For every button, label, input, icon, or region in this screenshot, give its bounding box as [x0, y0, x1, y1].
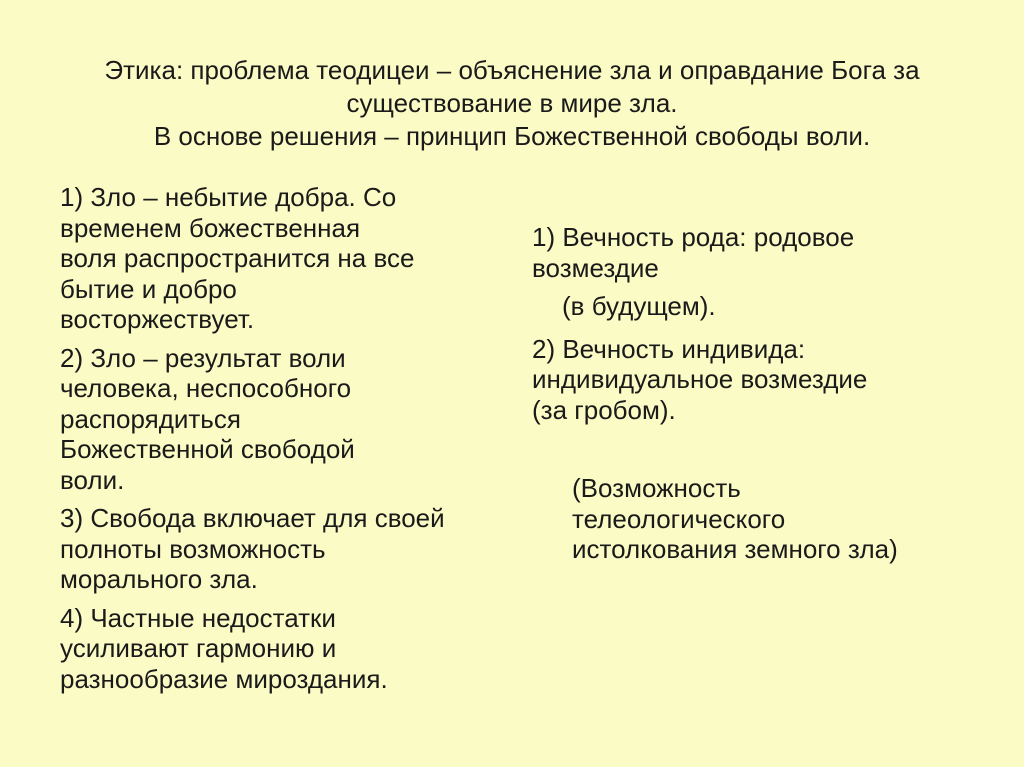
- text-line: 4) Частные недостатки: [60, 602, 336, 633]
- text-line: воли.: [60, 464, 125, 495]
- left-column: [60, 182, 520, 702]
- text-line: Божественной свободой: [60, 434, 355, 464]
- title-line-3: В основе решения – принцип Божественной свободы воли.: [153, 121, 871, 151]
- text-line: 1) Вечность рода: родовое: [532, 222, 855, 252]
- text-line: индивидуальное возмездие: [532, 364, 868, 394]
- left-item-2: [60, 343, 520, 496]
- right-item-1: [532, 222, 992, 283]
- left-item-4: [60, 603, 520, 695]
- text-line: разнообразие мироздания.: [60, 663, 388, 694]
- text-line: временем божественная: [60, 212, 361, 243]
- text-line: человека, неспособного: [60, 373, 352, 403]
- text-line: морального зла.: [60, 564, 258, 594]
- text-line: (за гробом).: [532, 394, 676, 425]
- text-line: распорядиться: [60, 403, 241, 434]
- left-item-1: [60, 182, 520, 335]
- text-line: 2) Зло – результат воли: [60, 342, 346, 373]
- right-note: [532, 473, 992, 565]
- text-line: 1) Зло – небытие добра. Со: [60, 182, 397, 212]
- text-line: 3) Свобода включает для своей: [60, 503, 445, 533]
- right-item-2: [532, 334, 992, 426]
- text-line: усиливают гармонию и: [60, 633, 337, 663]
- text-line: истолкования земного зла): [572, 534, 898, 564]
- left-item-3: [60, 503, 520, 595]
- right-column: [532, 222, 992, 565]
- text-line: (Возможность: [572, 473, 741, 503]
- text-line: телеологического: [572, 503, 786, 534]
- slide-title: [40, 54, 984, 153]
- text-line: возмездие: [532, 252, 659, 283]
- spacer: [532, 433, 992, 473]
- text-line: воля распространится на все: [60, 243, 415, 273]
- text-line: 2) Вечность индивида:: [532, 333, 806, 364]
- text-line: полноты возможность: [60, 533, 326, 564]
- text-line: восторжествует.: [60, 304, 255, 334]
- text-line: бытие и добро: [60, 273, 237, 304]
- title-line-2: существование в мире зла.: [346, 88, 678, 118]
- title-line-1: Этика: проблема теодицеи – объяснение зла и оправдание Бога за: [104, 55, 920, 85]
- right-item-1-paren: (в будущем).: [562, 291, 716, 321]
